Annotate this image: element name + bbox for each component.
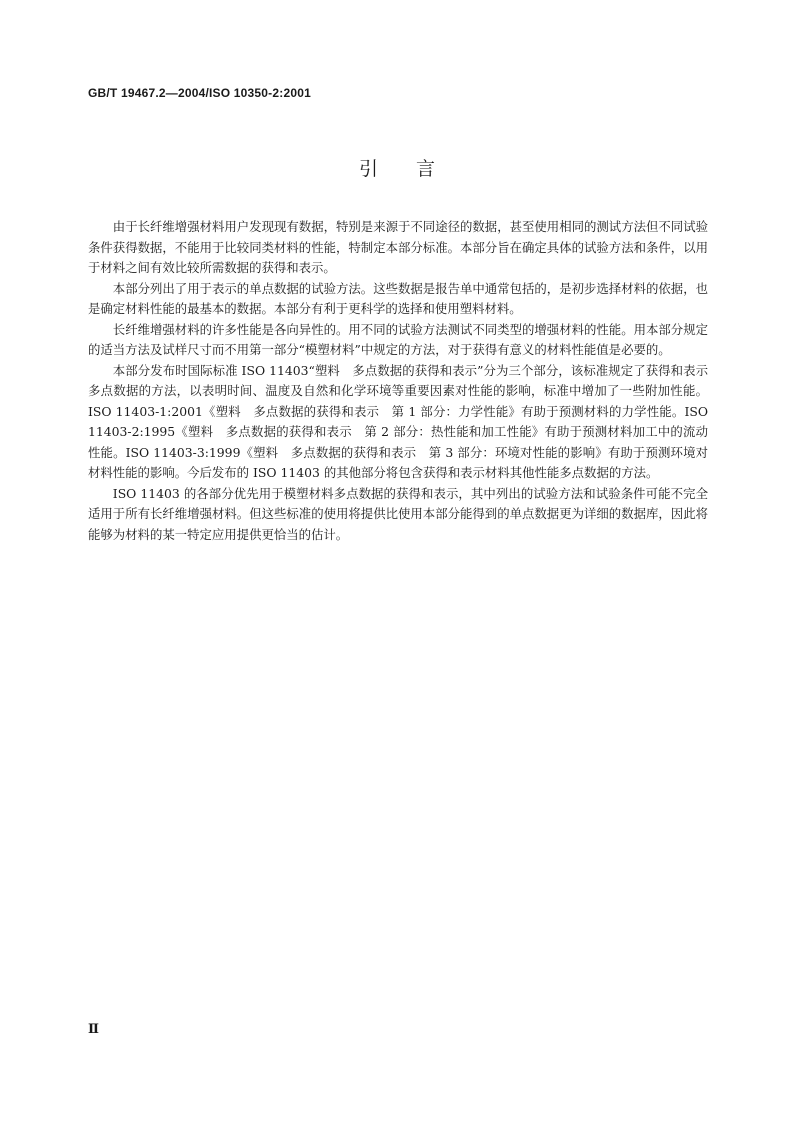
standard-number-header: GB/T 19467.2—2004/ISO 10350-2:2001 <box>88 86 311 100</box>
paragraph: 本部分列出了用于表示的单点数据的试验方法。这些数据是报告单中通常包括的，是初步选择材料的依据，也是确定材料性能的最基本的数据。本部分有利于更科学的选择和使用塑料材料。 <box>88 280 708 316</box>
paragraph: 本部分发布时国际标准 ISO 11403“塑料 多点数据的获得和表示”分为三个部分，该标准规定了获得和表示多点数据的方法，以表明时间、温度及自然和化学环境等重要因素对性能的影响，标准中增加了一些附加性能。ISO 11403-1:2001《塑料 多点数据的获得和表示 第 1 部分：力学性能》有助于预测材料的力学性能。ISO 11403-2:1995《塑料 多点数据的获得和表示 第 2 部分：热性能和加工性能》有助于预测材料加工中的流动性能。ISO 11403-3:1999《塑料 多点数据的获得和表示 第 3 部分：环境对性能的影响》有助于预测环境对材料性能的影响。今后发布的 ISO 11403 的其他部分将包含获得和表示材料其他性能多点数据的方法。 <box>88 362 708 480</box>
paragraph: ISO 11403 的各部分优先用于模塑材料多点数据的获得和表示，其中列出的试验方法和试验条件可能不完全适用于所有长纤维增强材料。但这些标准的使用将提供比使用本部分能得到的单点数据更为详细的数据库，因此将能够为材料的某一特定应用提供更恰当的估计。 <box>88 485 708 542</box>
paragraph: 由于长纤维增强材料用户发现现有数据，特别是来源于不同途径的数据，甚至使用相同的测试方法但不同试验条件获得数据，不能用于比较同类材料的性能，特制定本部分标准。本部分旨在确定具体的试验方法和条件，以用于材料之间有效比较所需数据的获得和表示。 <box>88 219 708 275</box>
page-number: Ⅱ <box>88 1021 99 1036</box>
page-title: 引言 <box>358 158 473 180</box>
document-body <box>88 217 708 545</box>
paragraph: 长纤维增强材料的许多性能是各向异性的。用不同的试验方法测试不同类型的增强材料的性能。用本部分规定的适当方法及试样尺寸而不用第一部分“模塑材料”中规定的方法，对于获得有意义的材料性能值是必要的。 <box>88 321 708 357</box>
